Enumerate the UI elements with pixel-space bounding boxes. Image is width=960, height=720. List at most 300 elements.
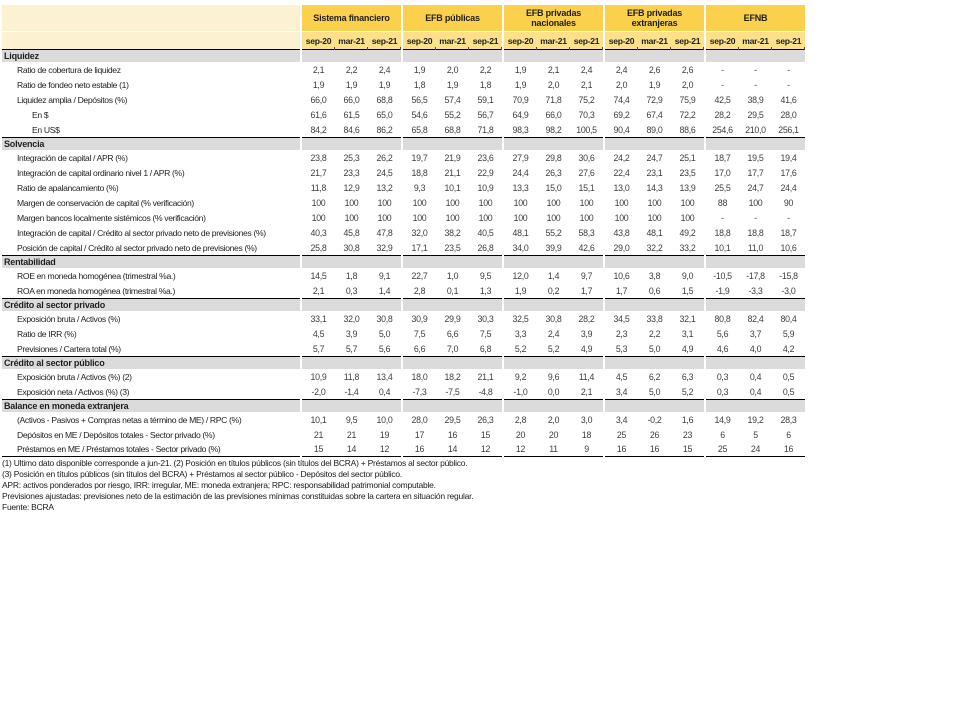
value-group	[302, 427, 401, 442]
value-cell: 42,5	[714, 94, 731, 105]
value-group	[706, 210, 805, 225]
period-header-cell: mar-21	[335, 32, 368, 49]
value-group	[605, 341, 704, 356]
value-cell: 32,2	[646, 242, 663, 253]
value-cell: 100	[513, 197, 528, 208]
value-cell: 4,0	[749, 343, 762, 354]
row-label-cell: Ratio de apalancamiento (%)	[17, 182, 119, 193]
value-cell: 13,0	[613, 182, 630, 193]
table-row	[2, 150, 808, 165]
value-group	[605, 77, 704, 92]
value-cell: 1,9	[514, 79, 527, 90]
table-row	[2, 210, 808, 225]
value-group	[706, 180, 805, 195]
value-cell: 2,0	[446, 64, 459, 75]
value-group	[504, 107, 603, 122]
section-band	[403, 137, 502, 150]
period-header-cell: mar-21	[638, 32, 671, 49]
value-cell: 2,6	[648, 64, 661, 75]
value-cell: 33,1	[310, 313, 327, 324]
value-group	[605, 195, 704, 210]
value-group	[504, 442, 603, 457]
value-cell: 72,2	[679, 109, 696, 120]
value-group	[504, 77, 603, 92]
value-cell: 25	[616, 429, 627, 440]
value-cell: 13,9	[679, 182, 696, 193]
period-header-cell: sep-20	[605, 32, 638, 49]
corner-cell	[2, 5, 300, 31]
value-cell: 3,0	[580, 414, 593, 425]
value-cell: 13,2	[376, 182, 393, 193]
section-band	[302, 137, 401, 150]
value-group	[302, 62, 401, 77]
value-cell: 1,8	[345, 270, 358, 281]
value-cell: 0,5	[782, 371, 795, 382]
value-group	[605, 180, 704, 195]
row-label-cell: Margen de conservación de capital (% verificación)	[17, 197, 194, 208]
value-group	[403, 165, 502, 180]
value-cell: 2,1	[580, 79, 593, 90]
value-cell: 88	[717, 197, 728, 208]
value-group	[403, 77, 502, 92]
value-cell: 2,1	[580, 386, 593, 397]
section-title-cell: Liquidez	[2, 49, 300, 62]
value-cell: 40,5	[477, 227, 494, 238]
value-group	[605, 326, 704, 341]
value-cell: 2,2	[648, 328, 661, 339]
value-group	[302, 369, 401, 384]
row-label-cell: ROA en moneda homogénea (trimestral %a.)	[17, 285, 175, 296]
value-cell: 1,0	[446, 270, 459, 281]
value-cell: 22,9	[477, 167, 494, 178]
group-header-cell: Sistema financiero	[302, 5, 401, 31]
value-group	[706, 326, 805, 341]
value-cell: 9,3	[413, 182, 426, 193]
value-cell: 29,5	[444, 414, 461, 425]
table-row	[2, 77, 808, 92]
value-group	[605, 240, 704, 255]
value-cell: 61,6	[310, 109, 327, 120]
value-cell: 74,4	[613, 94, 630, 105]
section-band	[504, 137, 603, 150]
value-cell: 54,6	[411, 109, 428, 120]
value-group	[403, 283, 502, 298]
value-cell: 16	[649, 444, 660, 454]
group-header-cell: EFB privadas extranjeras	[605, 5, 704, 31]
value-group	[706, 311, 805, 326]
value-cell: 23,1	[646, 167, 663, 178]
section-row	[2, 137, 808, 150]
value-cell: 2,3	[615, 328, 628, 339]
value-cell: -0,2	[647, 414, 662, 425]
period-header-cell: sep-20	[706, 32, 739, 49]
value-cell: 2,8	[514, 414, 527, 425]
value-cell: 5,0	[648, 386, 661, 397]
value-cell: 32,5	[512, 313, 529, 324]
section-row	[2, 298, 808, 311]
value-cell: 2,4	[378, 64, 391, 75]
value-cell: 2,4	[580, 64, 593, 75]
period-header-cell: sep-21	[469, 32, 502, 49]
value-cell: 21,1	[477, 371, 494, 382]
value-group	[403, 122, 502, 137]
value-cell: 33,2	[679, 242, 696, 253]
table-row	[2, 92, 808, 107]
value-cell: 23,8	[310, 152, 327, 163]
value-cell: 88,6	[679, 124, 696, 135]
section-band	[403, 399, 502, 412]
value-group	[605, 92, 704, 107]
value-cell: 26,3	[477, 414, 494, 425]
value-cell: 4,5	[312, 328, 325, 339]
value-cell: 10,1	[444, 182, 461, 193]
value-cell: 98,2	[545, 124, 562, 135]
value-cell: 11,4	[578, 371, 595, 382]
value-cell: 210,0	[745, 124, 766, 135]
value-group	[403, 225, 502, 240]
value-cell: 12	[480, 444, 491, 454]
value-cell: 9	[584, 444, 589, 454]
value-cell: -7,5	[445, 386, 460, 397]
value-cell: 30,8	[545, 313, 562, 324]
value-cell: 2,1	[547, 64, 560, 75]
row-label-cell: Margen bancos localmente sistémicos (% verificación)	[17, 212, 206, 223]
value-cell: 17	[414, 429, 425, 440]
value-cell: 100	[311, 197, 326, 208]
value-cell: 100	[579, 197, 594, 208]
value-group	[302, 210, 401, 225]
value-cell: -	[721, 212, 724, 223]
value-cell: 90,4	[613, 124, 630, 135]
value-cell: 5,3	[615, 343, 628, 354]
value-cell: 23,5	[679, 167, 696, 178]
value-cell: 29,5	[747, 109, 764, 120]
value-cell: 100	[344, 212, 359, 223]
value-group	[504, 341, 603, 356]
value-cell: 28,0	[780, 109, 797, 120]
value-group	[706, 77, 805, 92]
value-group	[302, 311, 401, 326]
table-row	[2, 225, 808, 240]
value-cell: 2,4	[547, 328, 560, 339]
section-band	[504, 399, 603, 412]
value-cell: 75,2	[578, 94, 595, 105]
value-cell: 1,8	[479, 79, 492, 90]
section-band	[706, 356, 805, 369]
section-band	[605, 298, 704, 311]
value-cell: 0,4	[749, 371, 762, 382]
value-cell: -2,0	[311, 386, 326, 397]
value-cell: 100,5	[576, 124, 597, 135]
value-cell: 14	[346, 444, 357, 454]
value-cell: 2,8	[413, 285, 426, 296]
value-cell: 84,2	[310, 124, 327, 135]
value-cell: 59,1	[477, 94, 494, 105]
section-band	[504, 298, 603, 311]
table-row	[2, 311, 808, 326]
row-label-cell: Previsiones / Cartera total (%)	[17, 343, 121, 354]
value-group	[504, 210, 603, 225]
value-cell: 18	[581, 429, 592, 440]
row-label-cell: Préstamos en ME / Préstamos totales - Sector privado (%)	[2, 442, 300, 457]
value-group	[504, 150, 603, 165]
value-cell: 1,9	[648, 79, 661, 90]
value-cell: 2,0	[547, 414, 560, 425]
value-cell: 0,3	[716, 371, 729, 382]
value-group	[302, 442, 401, 457]
value-cell: -	[721, 79, 724, 90]
value-cell: 1,9	[345, 79, 358, 90]
value-cell: 10,1	[714, 242, 731, 253]
value-group	[302, 107, 401, 122]
value-cell: 48,1	[512, 227, 529, 238]
section-band	[706, 137, 805, 150]
value-group	[706, 122, 805, 137]
value-cell: 56,5	[411, 94, 428, 105]
value-cell: 100	[412, 197, 427, 208]
value-cell: 11,8	[310, 182, 327, 193]
value-group	[706, 341, 805, 356]
value-cell: 5,9	[782, 328, 795, 339]
value-cell: 16	[414, 444, 425, 454]
value-cell: 5,6	[716, 328, 729, 339]
value-group	[302, 77, 401, 92]
value-cell: 17,7	[747, 167, 764, 178]
table-row	[2, 240, 808, 255]
row-label-cell: Ratio de cobertura de liquidez	[17, 64, 121, 75]
value-cell: 10,9	[310, 371, 327, 382]
value-cell: 18,8	[747, 227, 764, 238]
value-cell: 70,3	[578, 109, 595, 120]
value-cell: 4,9	[681, 343, 694, 354]
value-group	[403, 311, 502, 326]
value-group	[504, 180, 603, 195]
value-cell: 80,8	[714, 313, 731, 324]
section-band	[504, 49, 603, 62]
value-cell: 19	[379, 429, 390, 440]
value-group	[302, 341, 401, 356]
value-cell: 49,2	[679, 227, 696, 238]
value-cell: 1,4	[547, 270, 560, 281]
table-row	[2, 165, 808, 180]
value-group	[605, 150, 704, 165]
value-cell: 4,9	[580, 343, 593, 354]
value-cell: 15	[313, 444, 324, 454]
section-band	[302, 49, 401, 62]
row-label-cell: Exposición bruta / Activos (%) (2)	[17, 371, 132, 382]
value-cell: 55,2	[545, 227, 562, 238]
value-cell: 10,0	[376, 414, 393, 425]
value-group	[504, 326, 603, 341]
value-cell: 41,6	[780, 94, 797, 105]
value-cell: -3,0	[781, 285, 796, 296]
value-cell: 14,5	[310, 270, 327, 281]
value-group	[605, 427, 704, 442]
value-group	[403, 326, 502, 341]
value-group	[302, 225, 401, 240]
value-cell: 24,7	[747, 182, 764, 193]
period-header-cell: sep-21	[772, 32, 805, 49]
value-cell: 9,5	[479, 270, 492, 281]
value-cell: 25,3	[343, 152, 360, 163]
footnotes	[2, 458, 702, 513]
section-title-cell: Rentabilidad	[2, 255, 300, 268]
value-cell: 1,9	[312, 79, 325, 90]
value-group	[403, 240, 502, 255]
value-group	[706, 165, 805, 180]
column-group-header-row	[2, 5, 808, 31]
period-header-group	[706, 32, 805, 49]
value-cell: 7,0	[446, 343, 459, 354]
value-cell: 100	[680, 197, 695, 208]
value-cell: 6	[786, 429, 791, 440]
value-cell: 100	[647, 197, 662, 208]
value-cell: 66,0	[545, 109, 562, 120]
value-group	[403, 384, 502, 399]
table-row	[2, 195, 808, 210]
row-label-cell: Ratio de IRR (%)	[17, 328, 77, 339]
value-cell: -	[787, 79, 790, 90]
value-cell: 72,9	[646, 94, 663, 105]
value-cell: 17,0	[714, 167, 731, 178]
value-group	[706, 107, 805, 122]
value-cell: 13,3	[512, 182, 529, 193]
section-row	[2, 399, 808, 412]
value-cell: 86,2	[376, 124, 393, 135]
value-cell: 2,0	[547, 79, 560, 90]
section-title-cell: Balance en moneda extranjera	[2, 399, 300, 412]
value-cell: 5,7	[312, 343, 325, 354]
value-cell: 34,5	[613, 313, 630, 324]
value-cell: 14,9	[714, 414, 731, 425]
value-group	[302, 150, 401, 165]
value-group	[403, 369, 502, 384]
value-cell: 11,8	[343, 371, 360, 382]
period-header-cell: mar-21	[739, 32, 772, 49]
value-group	[504, 311, 603, 326]
section-band	[403, 255, 502, 268]
value-group	[605, 311, 704, 326]
value-group	[504, 427, 603, 442]
value-cell: 6,6	[446, 328, 459, 339]
value-cell: 17,6	[780, 167, 797, 178]
value-group	[605, 442, 704, 457]
table-row	[2, 180, 808, 195]
value-cell: 26,2	[376, 152, 393, 163]
value-cell: 47,8	[376, 227, 393, 238]
value-group	[605, 62, 704, 77]
value-cell: 19,4	[780, 152, 797, 163]
value-group	[605, 122, 704, 137]
value-cell: 64,9	[512, 109, 529, 120]
value-cell: -15,8	[779, 270, 798, 281]
section-band	[706, 255, 805, 268]
value-cell: 65,8	[411, 124, 428, 135]
value-cell: 100	[412, 212, 427, 223]
value-cell: 3,9	[580, 328, 593, 339]
table-row	[2, 122, 808, 137]
value-cell: -3,3	[748, 285, 763, 296]
value-cell: 21,1	[444, 167, 461, 178]
row-label-cell: (Activos - Pasivos + Compras netas a término de ME) / RPC (%)	[17, 414, 242, 425]
value-cell: 100	[546, 197, 561, 208]
value-cell: 5,2	[681, 386, 694, 397]
value-cell: 30,8	[376, 313, 393, 324]
value-cell: 100	[647, 212, 662, 223]
section-band	[504, 255, 603, 268]
period-header-group	[605, 32, 704, 49]
value-cell: 21	[313, 429, 324, 440]
value-group	[504, 122, 603, 137]
value-cell: 61,5	[343, 109, 360, 120]
value-cell: 100	[344, 197, 359, 208]
value-cell: 256,1	[778, 124, 799, 135]
value-group	[403, 341, 502, 356]
value-cell: 18,2	[444, 371, 461, 382]
period-header-cell: mar-21	[436, 32, 469, 49]
value-cell: 3,4	[615, 414, 628, 425]
value-cell: 71,8	[545, 94, 562, 105]
value-cell: 40,3	[310, 227, 327, 238]
value-cell: 57,4	[444, 94, 461, 105]
value-cell: 69,2	[613, 109, 630, 120]
value-group	[706, 283, 805, 298]
value-cell: 1,3	[479, 285, 492, 296]
section-band	[302, 399, 401, 412]
value-group	[403, 180, 502, 195]
value-cell: 100	[478, 197, 493, 208]
section-band	[302, 255, 401, 268]
value-cell: 18,7	[714, 152, 731, 163]
value-group	[302, 283, 401, 298]
value-cell: 29,8	[545, 152, 562, 163]
value-cell: 13,4	[376, 371, 393, 382]
value-cell: 1,9	[514, 64, 527, 75]
value-group	[706, 240, 805, 255]
value-cell: -	[787, 64, 790, 75]
group-header-cell: EFB públicas	[403, 5, 502, 31]
value-cell: 32,0	[343, 313, 360, 324]
value-cell: 28,2	[714, 109, 731, 120]
value-cell: -	[721, 64, 724, 75]
value-cell: 68,8	[444, 124, 461, 135]
value-cell: 5,0	[648, 343, 661, 354]
value-cell: 100	[614, 197, 629, 208]
value-cell: 17,1	[411, 242, 428, 253]
value-cell: 100	[546, 212, 561, 223]
value-cell: 23,5	[444, 242, 461, 253]
financial-indicators-table	[2, 5, 808, 457]
value-group	[403, 150, 502, 165]
value-cell: 5,7	[345, 343, 358, 354]
value-cell: 3,8	[648, 270, 661, 281]
value-cell: 28,3	[780, 414, 797, 425]
value-cell: -	[787, 212, 790, 223]
value-cell: 67,4	[646, 109, 663, 120]
value-cell: 1,9	[413, 64, 426, 75]
value-group	[504, 92, 603, 107]
value-cell: 30,6	[578, 152, 595, 163]
value-cell: 23	[682, 429, 693, 440]
value-cell: 9,6	[547, 371, 560, 382]
table-row	[2, 107, 808, 122]
value-cell: 82,4	[747, 313, 764, 324]
value-cell: 1,8	[413, 79, 426, 90]
value-cell: 7,5	[479, 328, 492, 339]
value-cell: 0,0	[547, 386, 560, 397]
section-band	[403, 356, 502, 369]
value-cell: 26	[649, 429, 660, 440]
